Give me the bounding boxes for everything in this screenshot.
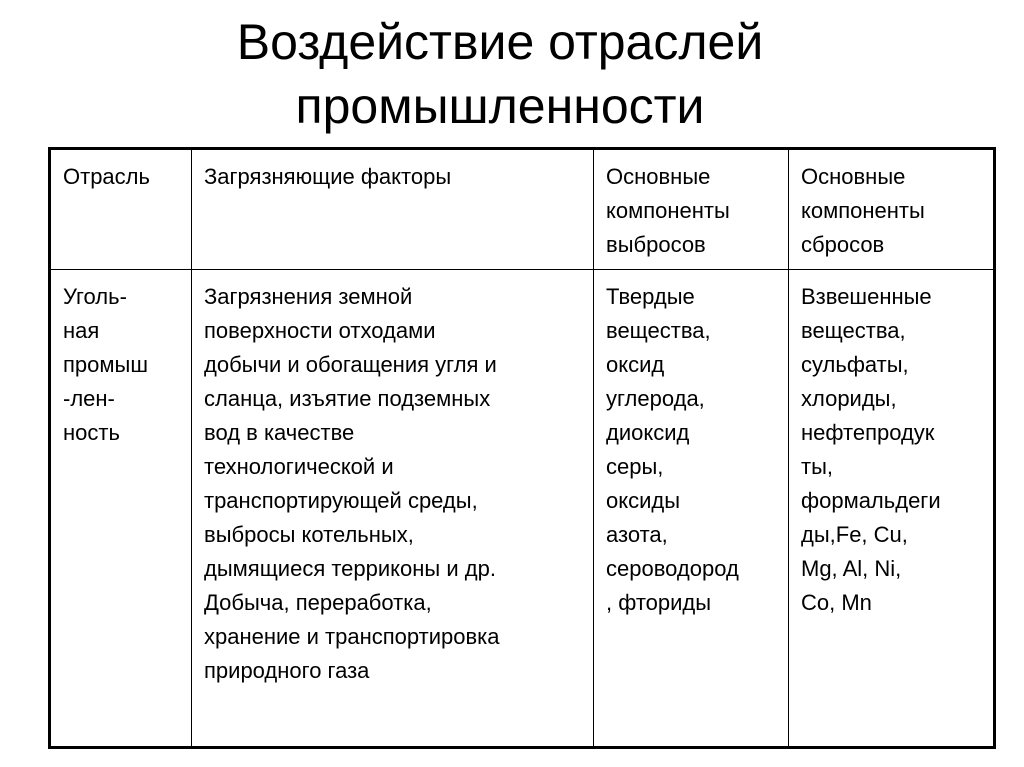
header-pollution-factors: Загрязняющие факторы <box>192 149 594 270</box>
cell-emission-components: Твердые вещества, оксид углерода, диоксид серы, оксиды азота, сероводород , фториды <box>594 270 789 748</box>
table-header-row <box>50 149 995 270</box>
slide-title <box>0 10 1000 138</box>
cell-industry: Уголь- ная промыш -лен- ность <box>50 270 192 748</box>
title-line-1: Воздействие отраслей <box>236 14 764 70</box>
table-row <box>50 270 995 748</box>
header-discharge-components: Основные компоненты сбросов <box>789 149 995 270</box>
header-emission-components: Основные компоненты выбросов <box>594 149 789 270</box>
cell-pollution-factors: Загрязнения земной поверхности отходами добычи и обогащения угля и сланца, изъятие подземных вод в качестве технологической и транспортирующей среды, выбросы котельных, дымящиеся терриконы и др. Добыча, переработка, хранение и транспортировка природного газа <box>192 270 594 748</box>
industry-impact-table <box>48 147 996 749</box>
header-industry: Отрасль <box>50 149 192 270</box>
cell-discharge-components: Взвешенные вещества, сульфаты, хлориды, нефтепродук ты, формальдеги ды,Fe, Cu, Mg, Al, Ni, Co, Mn <box>789 270 995 748</box>
title-line-2: промышленности <box>295 78 705 134</box>
